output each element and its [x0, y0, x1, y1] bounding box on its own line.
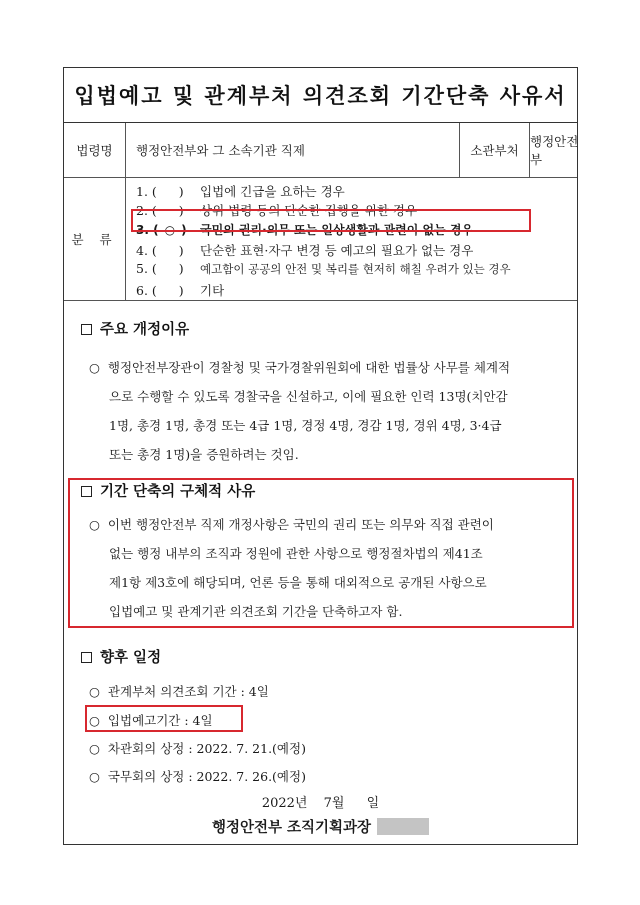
bullet-circle-icon: ○ — [89, 769, 100, 784]
paragraph-line: 또는 총경 1명)을 증원하려는 것임. — [109, 447, 299, 462]
bullet-circle-icon: ○ — [89, 713, 100, 728]
paragraph-line: 으로 수행할 수 있도록 경찰국을 신설하고, 이에 필요한 인력 13명(치안감 — [109, 389, 508, 404]
shorten-paragraph — [89, 510, 564, 626]
section-heading-schedule: 향후 일정 — [81, 646, 161, 667]
paragraph-line: 없는 행정 내부의 조직과 정원에 관한 사항으로 행정절차법의 제41조 — [109, 546, 483, 561]
document-title: 입법예고 및 관계부처 의견조회 기간단축 사유서 — [74, 84, 567, 108]
classification-item: 2. ( ) 상위 법령 등의 단순한 집행을 위한 경우 — [136, 203, 418, 218]
date-month: 7월 — [323, 796, 345, 811]
date-day: 일 — [366, 796, 380, 811]
classification-item-selected: 3. ( ○ ) 국민의 권리·의무 또는 일상생활과 관련이 없는 경우 — [136, 223, 474, 237]
classification-item: 6. ( ) 기타 — [136, 283, 225, 298]
checkbox-icon — [81, 324, 92, 335]
signer-line — [64, 816, 577, 837]
department-label: 소관부처 — [460, 123, 530, 177]
document-page — [63, 67, 578, 845]
paragraph-line: 입법예고 및 관계기관 의견조회 기간을 단축하고자 함. — [109, 604, 403, 619]
classification-item: 4. ( ) 단순한 표현·자구 변경 등 예고의 필요가 없는 경우 — [136, 243, 474, 258]
bullet-circle-icon: ○ — [89, 684, 100, 699]
law-name-value: 행정안전부와 그 소속기관 직제 — [126, 123, 460, 177]
schedule-item: ○ 국무회의 상정 : 2022. 7. 26.(예정) — [89, 769, 306, 784]
signer-name: 행정안전부 조직기획과장 — [211, 820, 372, 836]
date-year: 2022년 — [261, 796, 308, 811]
paragraph-line: 제1항 제3호에 해당되며, 언론 등을 통해 대외적으로 공개된 사항으로 — [109, 575, 487, 590]
law-name-label: 법령명 — [64, 123, 126, 177]
schedule-item: ○ 관계부처 의견조회 기간 : 4일 — [89, 684, 269, 699]
checkbox-icon — [81, 652, 92, 663]
schedule-item: ○ 차관회의 상정 : 2022. 7. 21.(예정) — [89, 741, 306, 756]
classification-list — [126, 178, 579, 300]
date-line — [64, 792, 577, 811]
bullet-circle-icon: ○ — [89, 741, 100, 756]
department-value: 행정안전부 — [530, 134, 579, 167]
section-heading-reason: 주요 개정이유 — [81, 318, 189, 339]
paragraph-line: ○ 이번 행정안전부 직제 개정사항은 국민의 권리 또는 의무와 직접 관련이 — [89, 517, 494, 532]
law-info-row — [64, 123, 577, 178]
bullet-circle-icon: ○ — [89, 517, 100, 532]
classification-row — [64, 178, 577, 301]
schedule-item: ○ 입법예고기간 : 4일 — [89, 713, 213, 728]
checkbox-icon — [81, 486, 92, 497]
classification-item: 5. ( ) 예고함이 공공의 안전 및 복리를 현저히 해칠 우려가 있는 경우 — [136, 261, 511, 276]
title-row — [64, 68, 577, 123]
classification-label: 분 류 — [64, 178, 126, 300]
section-heading-shorten: 기간 단축의 구체적 사유 — [81, 480, 255, 501]
reason-paragraph — [89, 353, 564, 469]
bullet-circle-icon: ○ — [89, 360, 100, 375]
classification-item: 1. ( ) 입법에 긴급을 요하는 경우 — [136, 184, 345, 199]
paragraph-line: 1명, 총경 1명, 총경 또는 4급 1명, 경정 4명, 경감 1명, 경위 4명, 3·4급 — [109, 418, 502, 433]
redacted-name-block — [377, 818, 429, 835]
paragraph-line: ○ 행정안전부장관이 경찰청 및 국가경찰위원회에 대한 법률상 사무를 체계적 — [89, 360, 511, 375]
